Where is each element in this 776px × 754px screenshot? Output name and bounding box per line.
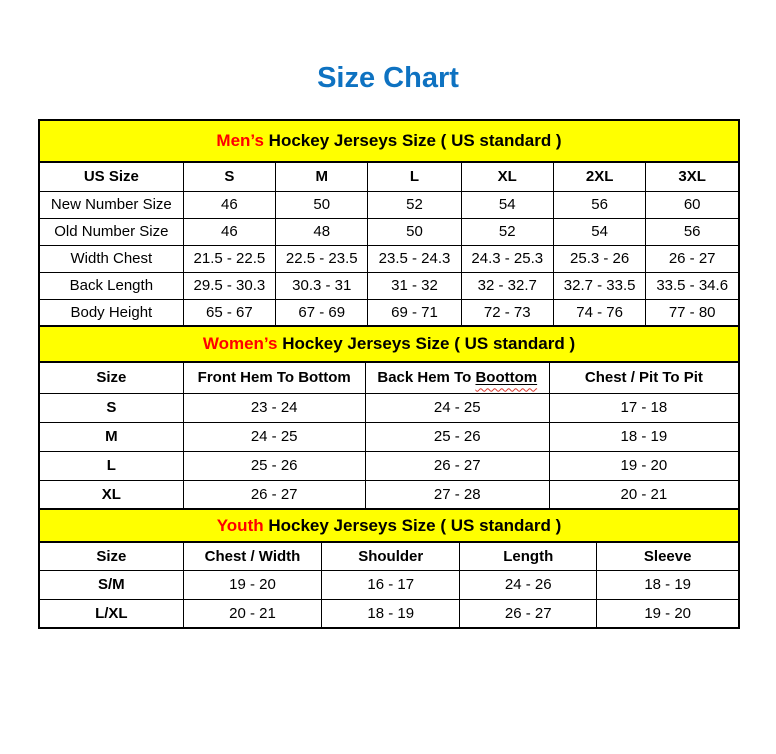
mens-row xyxy=(39,191,739,218)
mens-size-value: 72 - 73 xyxy=(461,299,553,326)
page-title: Size Chart xyxy=(317,62,459,94)
mens-size-value: 31 - 32 xyxy=(368,272,461,299)
womens-size-value: 17 - 18 xyxy=(549,393,739,422)
youth-row-label: L/XL xyxy=(39,599,183,628)
mens-header-row xyxy=(39,162,739,191)
mens-size-value: 52 xyxy=(368,191,461,218)
womens-size-value: 18 - 19 xyxy=(549,422,739,451)
mens-size-value: 52 xyxy=(461,218,553,245)
mens-column-header: 2XL xyxy=(553,162,645,191)
mens-size-value: 32.7 - 33.5 xyxy=(553,272,645,299)
mens-size-value: 46 xyxy=(183,191,275,218)
youth-size-value: 19 - 20 xyxy=(597,599,739,628)
mens-size-value: 23.5 - 24.3 xyxy=(368,245,461,272)
youth-banner: Youth Hockey Jerseys Size ( US standard ) xyxy=(39,509,739,542)
mens-size-value: 54 xyxy=(461,191,553,218)
womens-banner-highlight: Women’s xyxy=(202,334,278,353)
youth-column-header: Shoulder xyxy=(322,542,460,570)
mens-size-value: 46 xyxy=(183,218,275,245)
youth-column-header: Chest / Width xyxy=(183,542,322,570)
mens-size-value: 21.5 - 22.5 xyxy=(183,245,275,272)
womens-size-value: 25 - 26 xyxy=(183,451,365,480)
youth-banner-highlight: Youth xyxy=(216,515,264,535)
womens-header-row xyxy=(39,362,739,393)
mens-size-value: 77 - 80 xyxy=(646,299,739,326)
mens-banner-highlight: Men’s xyxy=(216,131,264,150)
womens-size-value: 24 - 25 xyxy=(365,393,549,422)
mens-size-value: 32 - 32.7 xyxy=(461,272,553,299)
mens-row-label: Back Length xyxy=(39,272,183,299)
mens-size-value: 22.5 - 23.5 xyxy=(276,245,368,272)
womens-row xyxy=(39,393,739,422)
youth-size-value: 24 - 26 xyxy=(460,570,597,599)
womens-row-label: S xyxy=(39,393,183,422)
mens-row xyxy=(39,299,739,326)
womens-row-label: M xyxy=(39,422,183,451)
mens-row xyxy=(39,272,739,299)
size-chart-page xyxy=(0,62,776,754)
mens-size-value: 25.3 - 26 xyxy=(553,245,645,272)
mens-row-label: Body Height xyxy=(39,299,183,326)
mens-size-value: 33.5 - 34.6 xyxy=(646,272,739,299)
mens-size-value: 60 xyxy=(646,191,739,218)
youth-size-value: 18 - 19 xyxy=(597,570,739,599)
youth-size-value: 19 - 20 xyxy=(183,570,322,599)
womens-column-header: Back Hem To Boottom xyxy=(365,362,549,393)
womens-row-label: L xyxy=(39,451,183,480)
mens-row-label: New Number Size xyxy=(39,191,183,218)
youth-size-value: 16 - 17 xyxy=(322,570,460,599)
mens-size-value: 67 - 69 xyxy=(276,299,368,326)
mens-size-value: 50 xyxy=(368,218,461,245)
size-tables-container xyxy=(38,119,740,629)
mens-row xyxy=(39,245,739,272)
womens-row xyxy=(39,451,739,480)
womens-size-value: 26 - 27 xyxy=(365,451,549,480)
mens-banner: Men’s Hockey Jerseys Size ( US standard ) xyxy=(39,120,739,162)
mens-row xyxy=(39,218,739,245)
womens-banner: Women’s Hockey Jerseys Size ( US standard ) xyxy=(39,326,739,362)
mens-size-value: 69 - 71 xyxy=(368,299,461,326)
mens-row-label: Width Chest xyxy=(39,245,183,272)
mens-size-value: 26 - 27 xyxy=(646,245,739,272)
womens-size-table xyxy=(38,325,740,510)
mens-column-header: 3XL xyxy=(646,162,739,191)
mens-column-header: L xyxy=(368,162,461,191)
mens-size-value: 30.3 - 31 xyxy=(276,272,368,299)
mens-size-value: 56 xyxy=(553,191,645,218)
womens-size-value: 23 - 24 xyxy=(183,393,365,422)
youth-column-header: Size xyxy=(39,542,183,570)
youth-row-label: S/M xyxy=(39,570,183,599)
youth-column-header: Length xyxy=(460,542,597,570)
womens-size-value: 19 - 20 xyxy=(549,451,739,480)
womens-row xyxy=(39,480,739,509)
womens-row-label: XL xyxy=(39,480,183,509)
womens-row xyxy=(39,422,739,451)
youth-row xyxy=(39,570,739,599)
mens-row-label: Old Number Size xyxy=(39,218,183,245)
womens-size-value: 25 - 26 xyxy=(365,422,549,451)
misspelled-word: Boottom xyxy=(475,369,538,387)
mens-column-header: XL xyxy=(461,162,553,191)
mens-size-value: 56 xyxy=(646,218,739,245)
mens-column-header: US Size xyxy=(39,162,183,191)
mens-column-header: S xyxy=(183,162,275,191)
mens-size-value: 65 - 67 xyxy=(183,299,275,326)
womens-column-header: Front Hem To Bottom xyxy=(183,362,365,393)
mens-size-value: 74 - 76 xyxy=(553,299,645,326)
mens-size-value: 54 xyxy=(553,218,645,245)
youth-column-header: Sleeve xyxy=(597,542,739,570)
womens-size-value: 27 - 28 xyxy=(365,480,549,509)
womens-column-header: Chest / Pit To Pit xyxy=(549,362,739,393)
youth-size-value: 18 - 19 xyxy=(322,599,460,628)
womens-column-header: Size xyxy=(39,362,183,393)
mens-size-table xyxy=(38,119,740,327)
youth-size-value: 26 - 27 xyxy=(460,599,597,628)
youth-header-row xyxy=(39,542,739,570)
womens-size-value: 24 - 25 xyxy=(183,422,365,451)
mens-size-value: 50 xyxy=(276,191,368,218)
mens-size-value: 24.3 - 25.3 xyxy=(461,245,553,272)
mens-size-value: 29.5 - 30.3 xyxy=(183,272,275,299)
mens-size-value: 48 xyxy=(276,218,368,245)
youth-size-value: 20 - 21 xyxy=(183,599,322,628)
youth-size-table xyxy=(38,508,740,629)
youth-row xyxy=(39,599,739,628)
womens-size-value: 20 - 21 xyxy=(549,480,739,509)
mens-column-header: M xyxy=(276,162,368,191)
womens-size-value: 26 - 27 xyxy=(183,480,365,509)
